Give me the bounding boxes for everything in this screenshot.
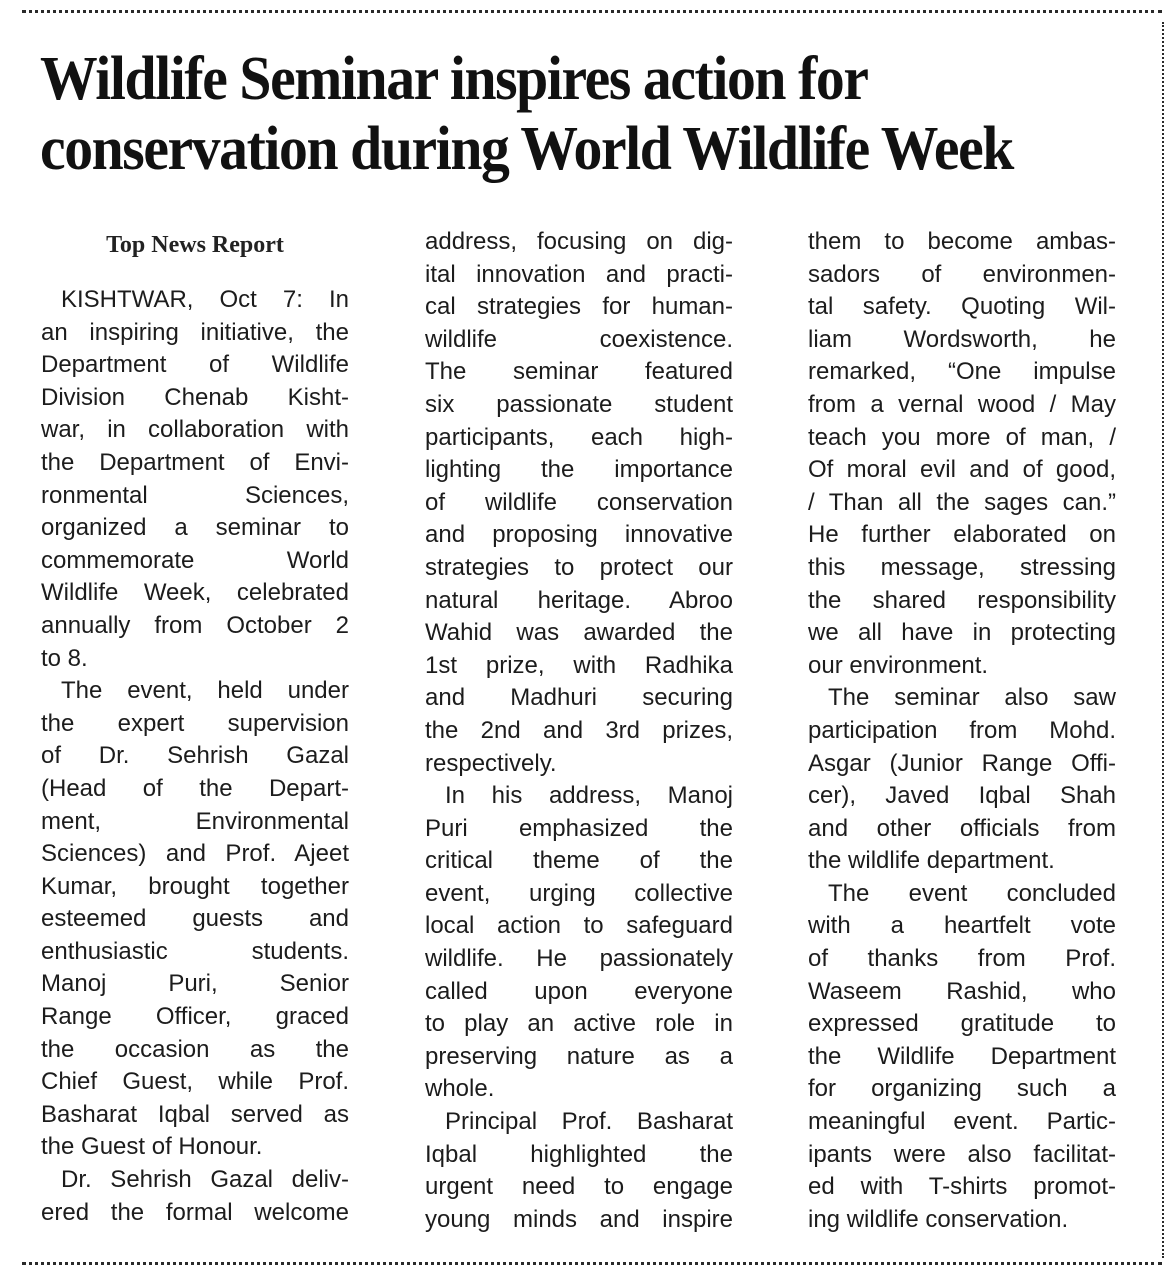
text-line: and proposing innovative (425, 521, 733, 549)
text-line: the Department of Envi- (41, 448, 349, 476)
headline-line-1: Wildlife Seminar inspires action for (40, 45, 868, 113)
text-line: The seminar featured (425, 358, 733, 386)
text-line: called upon everyone (425, 977, 733, 1005)
text-line: Division Chenab Kisht- (41, 383, 349, 411)
text-line: urgent need to engage (425, 1173, 733, 1201)
text-line: war, in collaboration with (41, 416, 349, 444)
text-line: teach you more of man, / (808, 423, 1116, 451)
text-line: from a vernal wood / May (808, 390, 1116, 418)
text-line: wildlife. He passionately (425, 945, 733, 973)
headline (40, 44, 1072, 184)
text-line: The seminar also saw (828, 684, 1116, 712)
text-line: to 8. (41, 644, 88, 672)
text-line: lighting the importance (425, 456, 733, 484)
text-line: KISHTWAR, Oct 7: In (61, 286, 349, 313)
text-line: whole. (425, 1075, 495, 1103)
text-line: to play an active role in (425, 1010, 733, 1038)
text-line: them to become ambas- (808, 228, 1116, 255)
paragraph (41, 1164, 349, 1229)
text-line: respectively. (425, 749, 557, 777)
text-line: Chief Guest, while Prof. (41, 1068, 349, 1096)
text-line: the wildlife department. (808, 847, 1055, 875)
text-line: ipants were also facilitat- (808, 1140, 1116, 1168)
text-line: and Madhuri securing (425, 684, 733, 712)
text-line: address, focusing on dig- (425, 228, 733, 255)
paragraph (425, 226, 733, 780)
text-line: Basharat Iqbal served as (41, 1100, 349, 1128)
text-line: Waseem Rashid, who (808, 977, 1116, 1005)
text-line: The event, held under (61, 677, 349, 705)
text-line: organized a seminar to (41, 514, 349, 542)
text-line: Wildlife Week, celebrated (41, 579, 349, 607)
text-line: ing wildlife conservation. (808, 1205, 1069, 1233)
text-line: Sciences) and Prof. Ajeet (41, 840, 349, 868)
text-line: this message, stressing (808, 553, 1116, 581)
text-line: event, urging collective (425, 879, 733, 907)
paragraph (425, 1106, 733, 1236)
text-line: the Wildlife Department (808, 1042, 1116, 1070)
text-line: In his address, Manoj (445, 782, 733, 810)
paragraph (41, 284, 349, 675)
text-line: participants, each high- (425, 423, 733, 451)
article-column-3 (808, 226, 1116, 1236)
text-line: annually from October 2 (41, 611, 349, 639)
text-line: enthusiastic students. (41, 937, 349, 965)
text-line: The event concluded (828, 879, 1116, 907)
text-line: of Dr. Sehrish Gazal (41, 742, 349, 770)
text-line: Asgar (Junior Range Offi- (808, 749, 1116, 777)
text-line: / Than all the sages can.” (808, 488, 1116, 516)
paragraph (808, 878, 1116, 1237)
text-line: expressed gratitude to (808, 1010, 1116, 1038)
text-line: Dr. Sehrish Gazal deliv- (61, 1166, 349, 1194)
text-line: our environment. (808, 651, 989, 679)
text-line: for organizing such a (808, 1075, 1116, 1103)
text-line: He further elaborated on (808, 521, 1116, 549)
text-line: esteemed guests and (41, 905, 349, 933)
headline-line-2: conservation during World Wildlife Week (40, 115, 1013, 183)
text-line: six passionate student (425, 390, 733, 418)
text-line: with a heartfelt vote (808, 912, 1116, 940)
text-line: preserving nature as a (425, 1042, 733, 1070)
text-line: we all have in protecting (808, 619, 1116, 647)
text-line: ered the formal welcome (41, 1198, 349, 1226)
text-line: liam Wordsworth, he (808, 325, 1116, 353)
text-line: young minds and inspire (425, 1205, 733, 1233)
text-line: local action to safeguard (425, 912, 733, 940)
text-line: sadors of environmen- (808, 260, 1116, 288)
text-line: the 2nd and 3rd prizes, (425, 716, 733, 744)
text-line: cal strategies for human- (425, 293, 733, 321)
article-column-2 (425, 226, 733, 1236)
text-line: critical theme of the (425, 847, 733, 875)
right-dotted-rule (1162, 22, 1164, 1258)
text-line: participation from Mohd. (808, 716, 1116, 744)
text-line: (Head of the Depart- (41, 774, 349, 802)
text-line: and other officials from (808, 814, 1116, 842)
text-line: the expert supervision (41, 709, 349, 737)
text-line: wildlife coexistence. (425, 325, 733, 353)
text-line: remarked, “One impulse (808, 358, 1116, 386)
text-line: the shared responsibility (808, 586, 1116, 614)
text-line: 1st prize, with Radhika (425, 651, 733, 679)
bottom-dotted-rule (22, 1262, 1162, 1265)
text-line: Manoj Puri, Senior (41, 970, 349, 998)
byline: Top News Report (106, 232, 284, 258)
text-line: Iqbal highlighted the (425, 1140, 733, 1168)
text-line: an inspiring initiative, the (41, 318, 349, 346)
text-line: Kumar, brought together (41, 872, 349, 900)
article-column-1 (41, 226, 349, 1229)
text-line: ital innovation and practi- (425, 260, 733, 288)
text-line: cer), Javed Iqbal Shah (808, 782, 1116, 810)
text-line: of thanks from Prof. (808, 945, 1116, 973)
text-line: Range Officer, graced (41, 1003, 349, 1031)
text-line: commemorate World (41, 546, 349, 574)
text-line: Wahid was awarded the (425, 619, 733, 647)
text-line: ed with T-shirts promot- (808, 1173, 1116, 1201)
text-line: Principal Prof. Basharat (445, 1108, 733, 1136)
paragraph (808, 682, 1116, 878)
text-line: ment, Environmental (41, 807, 349, 835)
text-line: ronmental Sciences, (41, 481, 349, 509)
text-line: the occasion as the (41, 1035, 349, 1063)
text-line: Department of Wildlife (41, 351, 349, 379)
text-line: strategies to protect our (425, 553, 733, 581)
text-line: of wildlife conservation (425, 488, 733, 516)
paragraph (425, 780, 733, 1106)
paragraph (41, 675, 349, 1164)
top-dotted-rule (22, 10, 1162, 13)
text-line: Puri emphasized the (425, 814, 733, 842)
text-line: the Guest of Honour. (41, 1133, 263, 1161)
text-line: Of moral evil and of good, (808, 456, 1116, 484)
text-line: meaningful event. Partic- (808, 1108, 1116, 1136)
text-line: tal safety. Quoting Wil- (808, 293, 1116, 321)
paragraph (808, 226, 1116, 682)
text-line: natural heritage. Abroo (425, 586, 733, 614)
